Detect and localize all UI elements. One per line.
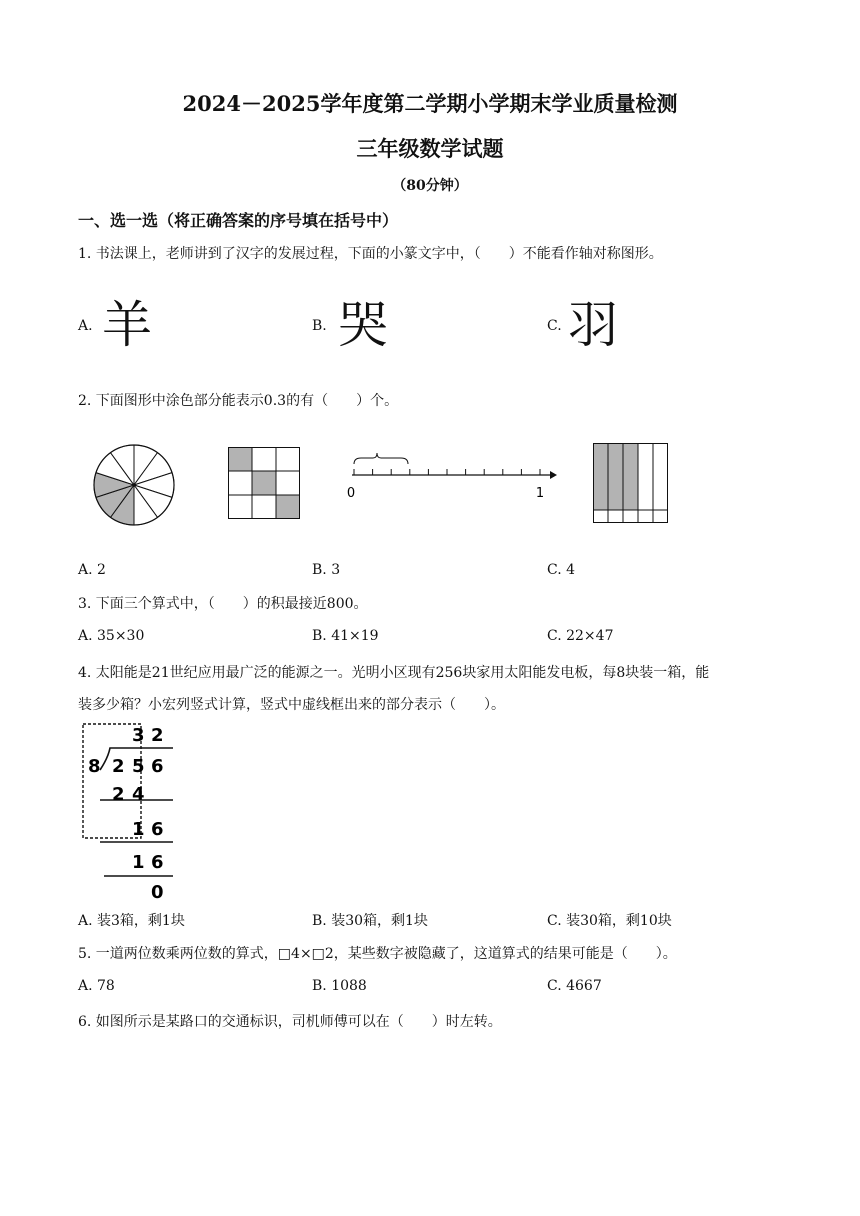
q1-option-c-glyph: 羽 bbox=[568, 296, 618, 354]
q1-option-b-label: B. bbox=[312, 318, 327, 334]
question-2: 2. 下面图形中涂色部分能表示0.3的有（ ）个。 bbox=[78, 393, 399, 409]
question-1: 1. 书法课上，老师讲到了汉字的发展过程，下面的小篆文字中，（ ）不能看作轴对称图形。 bbox=[78, 246, 663, 262]
quotient-digit-ones: 2 bbox=[151, 725, 164, 746]
number-line-start: 0 bbox=[346, 486, 356, 501]
divisor: 8 bbox=[88, 756, 101, 777]
question-3: 3. 下面三个算式中，（ ）的积最接近800。 bbox=[78, 596, 368, 612]
number-line-end: 1 bbox=[535, 486, 545, 501]
remainder: 0 bbox=[151, 882, 164, 903]
q4-long-division bbox=[78, 720, 178, 902]
q2-fraction-circle bbox=[92, 443, 176, 527]
exam-title: 2024－2025学年度第二学期小学期末学业质量检测 bbox=[182, 91, 678, 116]
q1-option-c-label: C. bbox=[547, 318, 562, 334]
question-4-line-1: 4. 太阳能是21世纪应用最广泛的能源之一。光明小区现有256块家用太阳能发电板，每8块装一箱，能 bbox=[78, 665, 710, 681]
q3-option-c: C. 22×47 bbox=[547, 628, 614, 644]
q2-option-b: B. 3 bbox=[312, 562, 341, 578]
step2-digit-1: 1 bbox=[132, 819, 145, 840]
q4-option-b: B. 装30箱，剩1块 bbox=[312, 913, 428, 929]
exam-duration: （80分钟） bbox=[392, 178, 468, 194]
q5-option-a: A. 78 bbox=[78, 978, 115, 994]
question-6: 6. 如图所示是某路口的交通标识，司机师傅可以在（ ）时左转。 bbox=[78, 1014, 502, 1030]
q2-option-c: C. 4 bbox=[547, 562, 576, 578]
dividend-digit-ones: 6 bbox=[151, 756, 164, 777]
q1-option-a-glyph: 羊 bbox=[102, 296, 152, 354]
q1-option-a-label: A. bbox=[78, 318, 93, 334]
step3-digit-2: 6 bbox=[151, 852, 164, 873]
dividend-digit-hundreds: 2 bbox=[112, 756, 125, 777]
step3-digit-1: 1 bbox=[132, 852, 145, 873]
step1-digit-1: 2 bbox=[112, 784, 125, 805]
q4-option-a: A. 装3箱，剩1块 bbox=[78, 913, 185, 929]
q2-number-line bbox=[345, 450, 560, 505]
q3-option-a: A. 35×30 bbox=[78, 628, 145, 644]
step1-digit-2: 4 bbox=[132, 784, 145, 805]
q3-option-b: B. 41×19 bbox=[312, 628, 379, 644]
q4-option-c: C. 装30箱，剩10块 bbox=[547, 913, 672, 929]
step2-digit-2: 6 bbox=[151, 819, 164, 840]
quotient-digit-tens: 3 bbox=[132, 725, 145, 746]
q5-option-b: B. 1088 bbox=[312, 978, 367, 994]
q5-option-c: C. 4667 bbox=[547, 978, 602, 994]
q1-option-b-glyph: 哭 bbox=[338, 296, 388, 354]
exam-subtitle: 三年级数学试题 bbox=[356, 136, 504, 161]
q2-option-a: A. 2 bbox=[78, 562, 106, 578]
dividend-digit-tens: 5 bbox=[132, 756, 145, 777]
q2-fraction-bar bbox=[593, 443, 668, 523]
q2-fraction-grid bbox=[228, 447, 300, 519]
section-title: 一、选一选（将正确答案的序号填在括号中） bbox=[78, 211, 399, 230]
question-4-line-2: 装多少箱？小宏列竖式计算，竖式中虚线框出来的部分表示（ ）。 bbox=[78, 697, 505, 713]
question-5: 5. 一道两位数乘两位数的算式，□4×□2，某些数字被隐藏了，这道算式的结果可能是（ ）。 bbox=[78, 946, 677, 962]
